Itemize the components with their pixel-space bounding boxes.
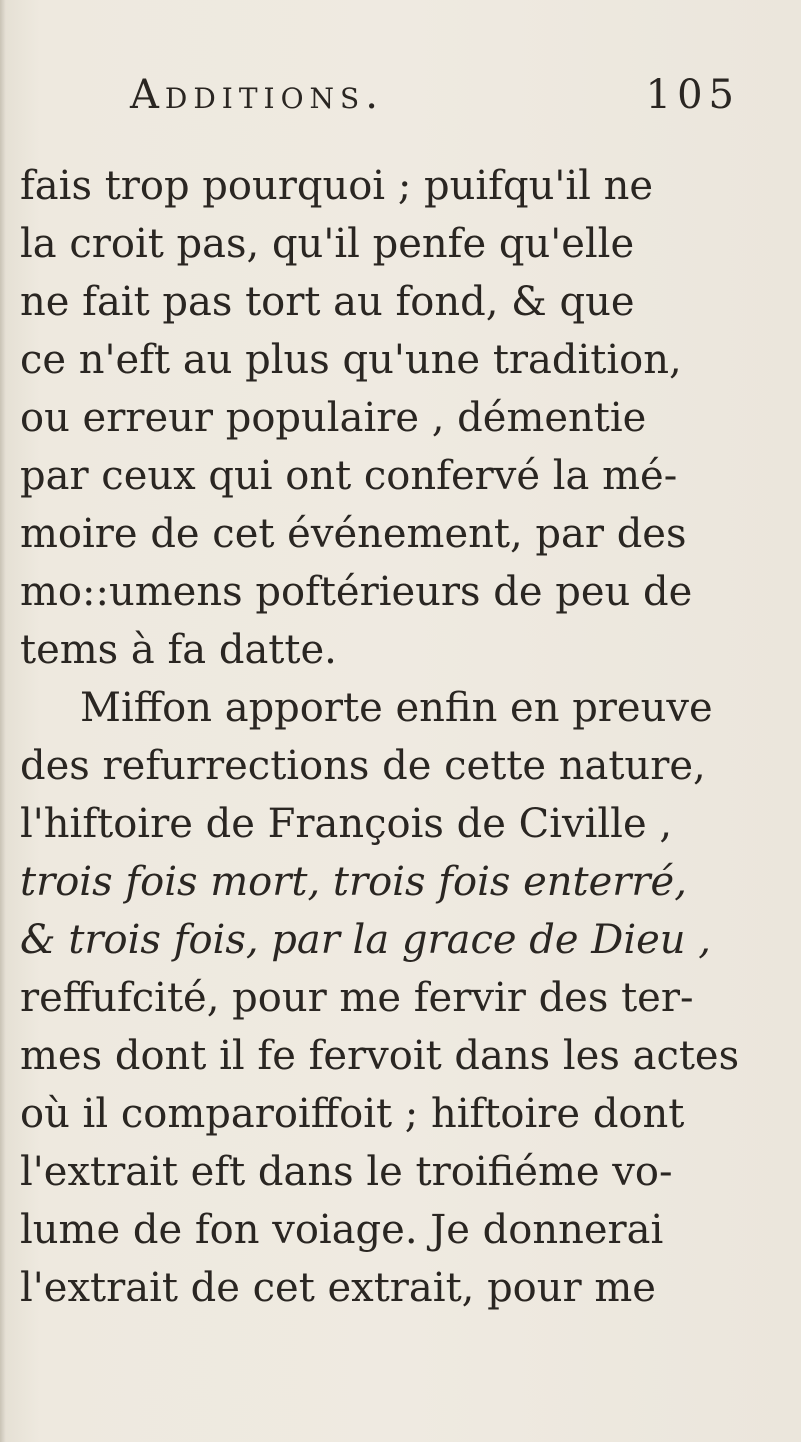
text-line: ce n'eft au plus qu'une tradition,: [20, 337, 682, 383]
running-header: [130, 72, 750, 128]
text-line: moire de cet événement, par des: [20, 511, 687, 557]
running-title: Additions.: [130, 72, 384, 118]
text-line: l'hiftoire de François de Civille ,: [20, 801, 673, 847]
text-line: où il comparoiffoit ; hiftoire dont: [20, 1091, 685, 1137]
text-line: mes dont il fe fervoit dans les actes: [20, 1033, 740, 1079]
text-line: l'extrait eft dans le troifiéme vo-: [20, 1149, 673, 1195]
text-line: reffufcité, pour me fervir des ter-: [20, 975, 694, 1021]
text-line: ou erreur populaire , démentie: [20, 395, 647, 441]
page-edge: [0, 0, 6, 1442]
text-line: l'extrait de cet extrait, pour me: [20, 1265, 656, 1311]
text-line: Miffon apporte enfin en preuve: [80, 685, 713, 731]
page-number: 105: [645, 72, 740, 118]
text-line: des refurrections de cette nature,: [20, 743, 706, 789]
text-line: & trois fois, par la grace de Dieu ,: [20, 917, 711, 963]
text-line: mo::umens poftérieurs de peu de: [20, 569, 693, 615]
text-line: fais trop pourquoi ; puifqu'il ne: [20, 163, 654, 209]
text-line: trois fois mort, trois fois enterré,: [20, 859, 687, 905]
text-line: lume de fon voiage. Je donnerai: [20, 1207, 664, 1253]
text-line: par ceux qui ont confervé la mé-: [20, 453, 678, 499]
text-line: la croit pas, qu'il penfe qu'elle: [20, 221, 635, 267]
text-line: ne fait pas tort au fond, & que: [20, 279, 635, 325]
text-line: tems à fa datte.: [20, 627, 337, 673]
